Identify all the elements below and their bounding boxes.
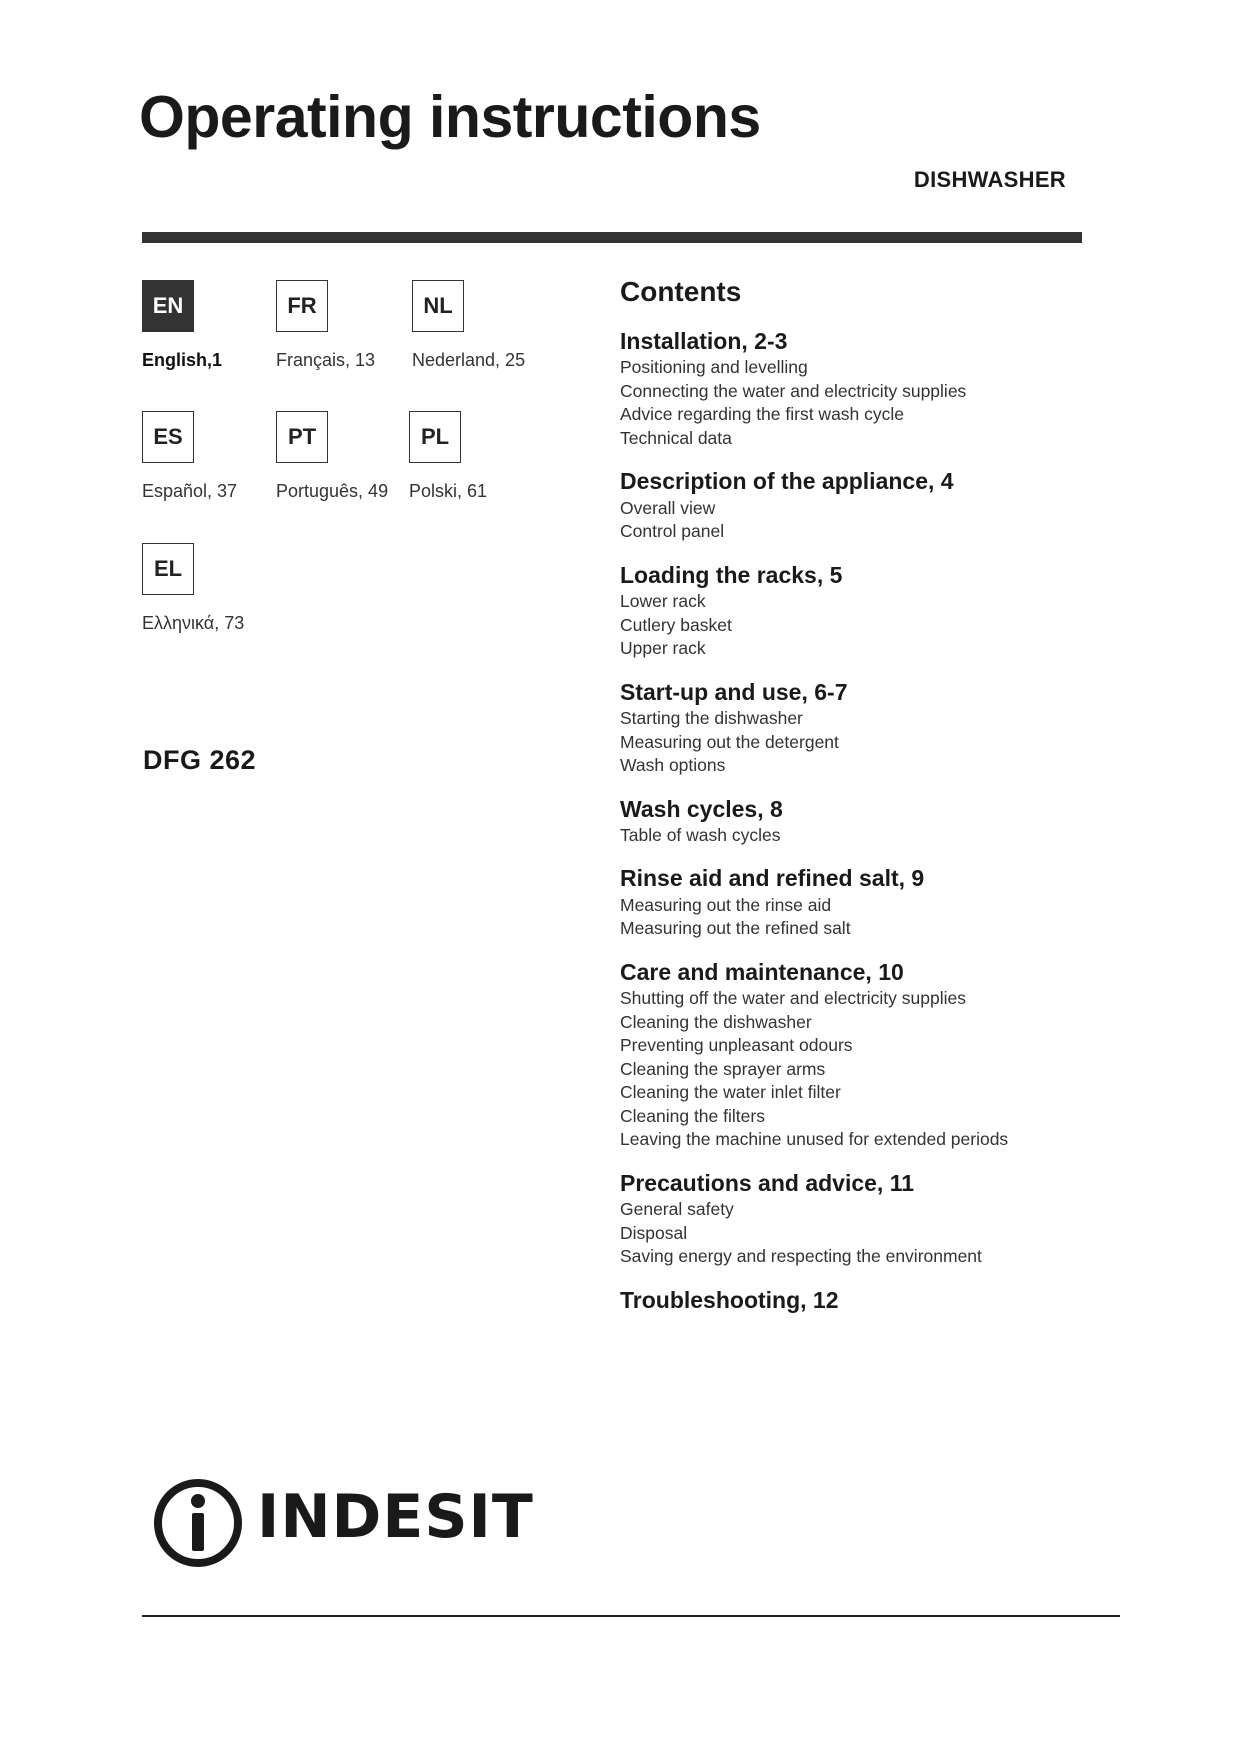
contents-section (620, 468, 1090, 543)
section-heading[interactable]: Start-up and use, 6-7 (620, 678, 848, 705)
section-item[interactable]: Preventing unpleasant odours (620, 1035, 853, 1056)
section-item[interactable]: Measuring out the detergent (620, 731, 839, 752)
language-label: English,1 (142, 350, 223, 370)
section-item[interactable]: Positioning and levelling (620, 357, 808, 378)
language-code-box: FR (276, 280, 328, 332)
section-heading[interactable]: Installation, 2-3 (620, 327, 788, 354)
section-item[interactable]: Measuring out the rinse aid (620, 894, 832, 915)
section-heading[interactable]: Wash cycles, 8 (620, 795, 783, 822)
language-entry-en[interactable] (142, 280, 277, 371)
section-item[interactable]: Control panel (620, 521, 725, 542)
section-item[interactable]: Measuring out the refined salt (620, 918, 851, 939)
section-item[interactable]: Cutlery basket (620, 614, 732, 635)
section-item[interactable]: Disposal (620, 1222, 688, 1243)
section-item[interactable]: Wash options (620, 755, 726, 776)
contents-section (620, 796, 1090, 848)
table-of-contents (620, 277, 1090, 1331)
section-item[interactable]: Table of wash cycles (620, 824, 781, 845)
section-item[interactable]: Shutting off the water and electricity supplies (620, 988, 966, 1009)
section-item[interactable]: Upper rack (620, 638, 706, 659)
language-entry-el[interactable] (142, 543, 277, 634)
section-heading[interactable]: Loading the racks, 5 (620, 561, 843, 588)
language-code-box: PL (409, 411, 461, 463)
contents-section (620, 328, 1090, 450)
section-item[interactable]: General safety (620, 1199, 734, 1220)
section-item[interactable]: Lower rack (620, 591, 706, 612)
language-label: Nederland, 25 (412, 350, 526, 370)
contents-section (620, 1287, 1090, 1313)
section-heading[interactable]: Description of the appliance, 4 (620, 468, 954, 495)
language-entry-fr[interactable] (276, 280, 411, 371)
page-title: Operating instructions (139, 84, 761, 150)
model-number: DFG 262 (143, 745, 257, 775)
section-item[interactable]: Cleaning the water inlet filter (620, 1082, 841, 1103)
language-code-box: EL (142, 543, 194, 595)
language-entry-es[interactable] (142, 411, 277, 502)
section-item[interactable]: Connecting the water and electricity supplies (620, 380, 967, 401)
section-heading[interactable]: Precautions and advice, 11 (620, 1169, 915, 1196)
section-item[interactable]: Advice regarding the first wash cycle (620, 404, 905, 425)
section-item[interactable]: Leaving the machine unused for extended periods (620, 1129, 1009, 1150)
language-label: Português, 49 (276, 481, 389, 501)
product-type: DISHWASHER (913, 167, 1066, 192)
section-item[interactable]: Technical data (620, 427, 732, 448)
language-label: Polski, 61 (409, 481, 488, 501)
language-label: Français, 13 (276, 350, 376, 370)
contents-section (620, 679, 1090, 778)
contents-section (620, 959, 1090, 1152)
footer-divider (142, 1615, 1120, 1617)
contents-section (620, 1170, 1090, 1269)
section-item[interactable]: Cleaning the filters (620, 1105, 765, 1126)
section-item[interactable]: Cleaning the dishwasher (620, 1011, 812, 1032)
contents-section (620, 865, 1090, 940)
contents-section (620, 562, 1090, 661)
language-index (142, 280, 562, 660)
indesit-i-circle-icon (152, 1477, 244, 1569)
section-heading[interactable]: Rinse aid and refined salt, 9 (620, 865, 925, 892)
brand-logo (152, 1477, 534, 1565)
language-code-box: ES (142, 411, 194, 463)
language-code-box: EN (142, 280, 194, 332)
language-label: Español, 37 (142, 481, 238, 501)
section-item[interactable]: Starting the dishwasher (620, 708, 803, 729)
language-code-box: PT (276, 411, 328, 463)
language-label: Ελληνικά, 73 (142, 613, 245, 633)
section-item[interactable]: Cleaning the sprayer arms (620, 1058, 826, 1079)
section-item[interactable]: Saving energy and respecting the environment (620, 1246, 982, 1267)
section-item[interactable]: Overall view (620, 497, 716, 518)
contents-title: Contents (620, 276, 742, 307)
language-entry-nl[interactable] (412, 280, 547, 371)
brand-name: INDESIT (257, 1482, 534, 1552)
section-heading[interactable]: Troubleshooting, 12 (620, 1286, 839, 1313)
language-entry-pt[interactable] (276, 411, 411, 502)
header-divider (142, 232, 1082, 243)
section-heading[interactable]: Care and maintenance, 10 (620, 958, 904, 985)
language-entry-pl[interactable] (409, 411, 544, 502)
language-code-box: NL (412, 280, 464, 332)
